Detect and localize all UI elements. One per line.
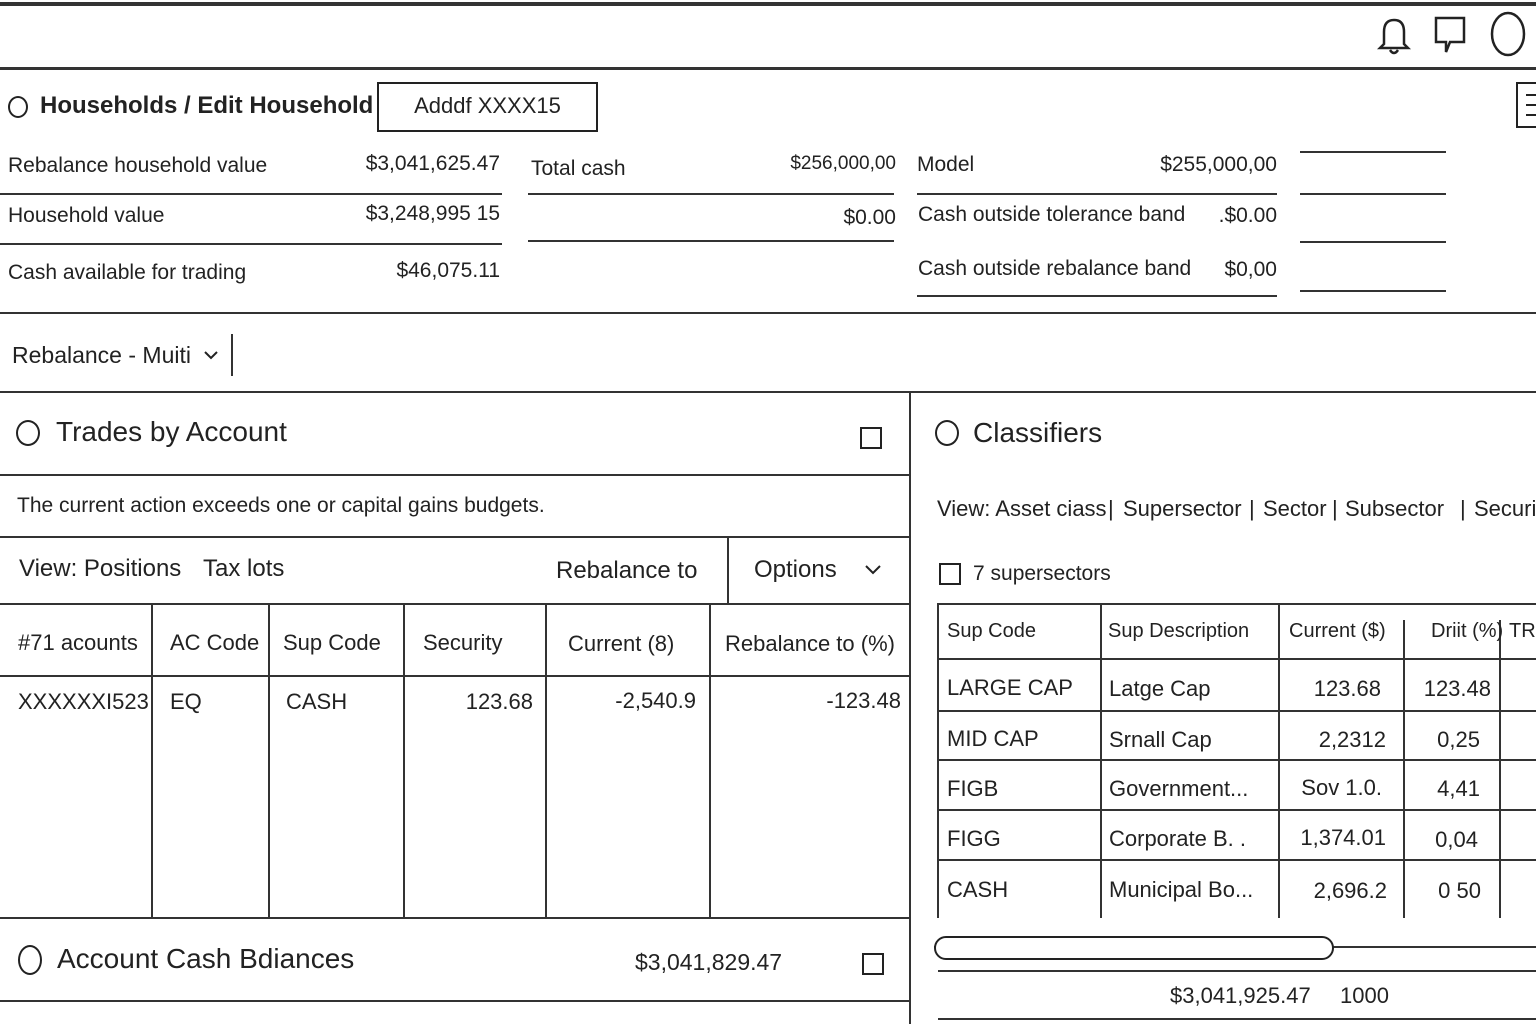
document-icon-line <box>1526 94 1536 96</box>
trades-checkbox[interactable] <box>860 427 882 449</box>
table-header-border <box>0 675 909 677</box>
summary-value: $0.00 <box>843 206 896 229</box>
row-divider <box>938 710 1536 712</box>
summary-value: $255,000,00 <box>1160 153 1277 176</box>
table-top-border <box>938 603 1536 605</box>
classifiers-footer-total: $3,041,925.47 <box>1170 983 1311 1008</box>
table-cell: 4,41 <box>1437 776 1480 801</box>
column-header[interactable]: Current (8) <box>568 631 675 656</box>
summary-label: Household value <box>8 204 165 227</box>
divider <box>0 917 909 919</box>
radio-icon <box>18 945 42 975</box>
classifiers-footer-count: 1000 <box>1340 983 1389 1008</box>
tax-lots-tab[interactable]: Tax lots <box>203 555 285 582</box>
classifiers-view-sector[interactable]: Sector <box>1263 496 1327 521</box>
divider <box>0 603 909 605</box>
view-separator: | <box>1249 496 1255 521</box>
section-divider <box>0 391 1536 393</box>
summary-label: Total cash <box>531 157 626 180</box>
table-cell: XXXXXXI523 <box>18 689 149 714</box>
table-cell: MID CAP <box>947 726 1039 751</box>
row-divider <box>938 759 1536 761</box>
rebalance-to-button[interactable]: Rebalance to <box>556 557 698 584</box>
row-divider <box>938 658 1536 660</box>
divider <box>938 970 1536 972</box>
table-cell: 0,04 <box>1435 827 1478 852</box>
top-border <box>0 2 1536 6</box>
account-cash-title: Account Cash Bdiances <box>57 943 355 974</box>
table-cell: Corporate B. . <box>1109 826 1246 851</box>
summary-value: $3,041,625.47 <box>365 152 500 175</box>
summary-label: Cash available for trading <box>8 261 247 284</box>
summary-value: .$0.00 <box>1218 204 1277 227</box>
table-cell: FIGG <box>947 826 1001 851</box>
bell-icon[interactable] <box>1376 14 1412 56</box>
table-cell: FIGB <box>947 776 999 801</box>
supersectors-checkbox[interactable] <box>939 563 961 585</box>
column-divider <box>545 605 547 917</box>
column-header[interactable]: Current ($) <box>1289 620 1386 642</box>
summary-label: Cash outside tolerance band <box>918 203 1186 226</box>
trades-title: Trades by Account <box>56 416 287 447</box>
column-header[interactable]: Sup Description <box>1108 620 1250 642</box>
table-cell: 0,25 <box>1437 727 1480 752</box>
table-cell: Sov 1.0. <box>1301 775 1382 800</box>
table-cell: Latge Cap <box>1109 676 1211 701</box>
summary-value: $256,000,00 <box>790 153 896 174</box>
classifiers-view-supersector[interactable]: Supersector <box>1123 496 1242 521</box>
table-cell: -123.48 <box>826 688 901 713</box>
row-divider <box>938 859 1536 861</box>
divider <box>0 243 502 245</box>
household-name-value: Adddf XXXX15 <box>414 93 561 118</box>
table-cell: 123.48 <box>1423 676 1491 701</box>
summary-label: Rebalance household value <box>8 154 268 177</box>
column-header[interactable]: AC Code <box>170 630 260 655</box>
classifiers-view-subsector[interactable]: Subsector <box>1345 496 1445 521</box>
column-divider <box>403 605 405 917</box>
summary-value: $46,075.11 <box>396 259 500 282</box>
divider <box>917 193 1277 195</box>
column-header[interactable]: Sup Code <box>283 630 381 655</box>
select-divider <box>231 334 233 376</box>
table-cell: 123.68 <box>1313 676 1381 701</box>
chevron-down-icon[interactable] <box>864 562 882 578</box>
classifiers-view-security[interactable]: Securi <box>1474 496 1536 521</box>
section-divider <box>0 312 1536 314</box>
divider <box>727 538 729 604</box>
view-separator: | <box>1460 496 1466 521</box>
table-cell: Municipal Bo... <box>1109 877 1254 902</box>
table-cell: 123.68 <box>465 689 533 714</box>
account-cash-checkbox[interactable] <box>862 953 884 975</box>
table-cell: 2,2312 <box>1318 727 1386 752</box>
summary-value: $0,00 <box>1224 258 1277 281</box>
table-cell: EQ <box>170 689 202 714</box>
table-cell: CASH <box>947 877 1009 902</box>
view-separator: | <box>1332 496 1338 521</box>
table-cell: 2,696.2 <box>1313 878 1387 903</box>
document-icon-line <box>1526 104 1536 106</box>
column-header[interactable]: Rebalance to (%) <box>725 631 895 656</box>
radio-icon <box>16 420 40 446</box>
account-cash-value: $3,041,829.47 <box>635 949 783 975</box>
column-divider <box>151 605 153 917</box>
column-header[interactable]: Sup Code <box>947 620 1036 642</box>
blank-input-line[interactable] <box>1300 241 1446 243</box>
table-cell: -2,540.9 <box>615 688 696 713</box>
table-cell: LARGE CAP <box>947 675 1073 700</box>
divider <box>0 1000 909 1002</box>
column-header[interactable]: Security <box>423 630 503 655</box>
supersectors-label: 7 supersectors <box>973 562 1111 585</box>
header-divider <box>0 67 1536 70</box>
summary-label: Model <box>917 153 975 176</box>
chat-icon[interactable] <box>1432 14 1468 56</box>
radio-icon <box>8 96 28 118</box>
table-cell: Srnall Cap <box>1109 727 1212 752</box>
divider <box>528 240 894 242</box>
blank-input-line[interactable] <box>1300 290 1446 292</box>
divider <box>0 536 909 538</box>
view-separator: | <box>1108 496 1114 521</box>
table-cell: 0 50 <box>1438 878 1481 903</box>
divider <box>938 1018 1536 1020</box>
radio-icon <box>935 420 959 446</box>
trades-warning: The current action exceeds one or capital gains budgets. <box>17 494 545 517</box>
view-positions-tab[interactable]: View: Positions <box>19 555 182 582</box>
column-header[interactable]: #71 acounts <box>18 630 138 655</box>
summary-label: Cash outside rebalance band <box>918 257 1192 280</box>
summary-value: $3,248,995 15 <box>365 202 500 225</box>
breadcrumb[interactable]: Households / Edit Household <box>40 92 374 119</box>
document-icon-line <box>1526 114 1536 116</box>
options-dropdown[interactable]: Options <box>754 556 837 583</box>
divider <box>528 193 894 195</box>
column-header[interactable]: Driit (%) <box>1431 620 1504 642</box>
blank-input-line[interactable] <box>1300 193 1446 195</box>
column-divider <box>1499 620 1501 918</box>
column-header[interactable]: TR <box>1509 620 1536 642</box>
column-divider <box>1403 620 1405 918</box>
table-cell: Government... <box>1109 776 1249 801</box>
blank-input-line[interactable] <box>1300 151 1446 153</box>
horizontal-scrollbar-thumb[interactable] <box>934 936 1334 960</box>
divider <box>0 474 909 476</box>
column-divider <box>709 605 711 917</box>
column-divider <box>268 605 270 917</box>
panel-divider <box>909 393 911 1024</box>
table-cell: 1,374.01 <box>1300 825 1386 850</box>
table-cell: CASH <box>286 689 348 714</box>
classifiers-view-asset-class[interactable]: View: Asset ciass <box>937 496 1107 521</box>
user-icon[interactable] <box>1488 10 1528 58</box>
divider <box>917 295 1277 297</box>
row-divider <box>938 809 1536 811</box>
chevron-down-icon[interactable] <box>203 348 219 362</box>
rebalance-select-value: Rebalance - Muiti <box>12 342 191 368</box>
classifiers-title: Classifiers <box>973 417 1103 448</box>
divider <box>0 193 502 195</box>
